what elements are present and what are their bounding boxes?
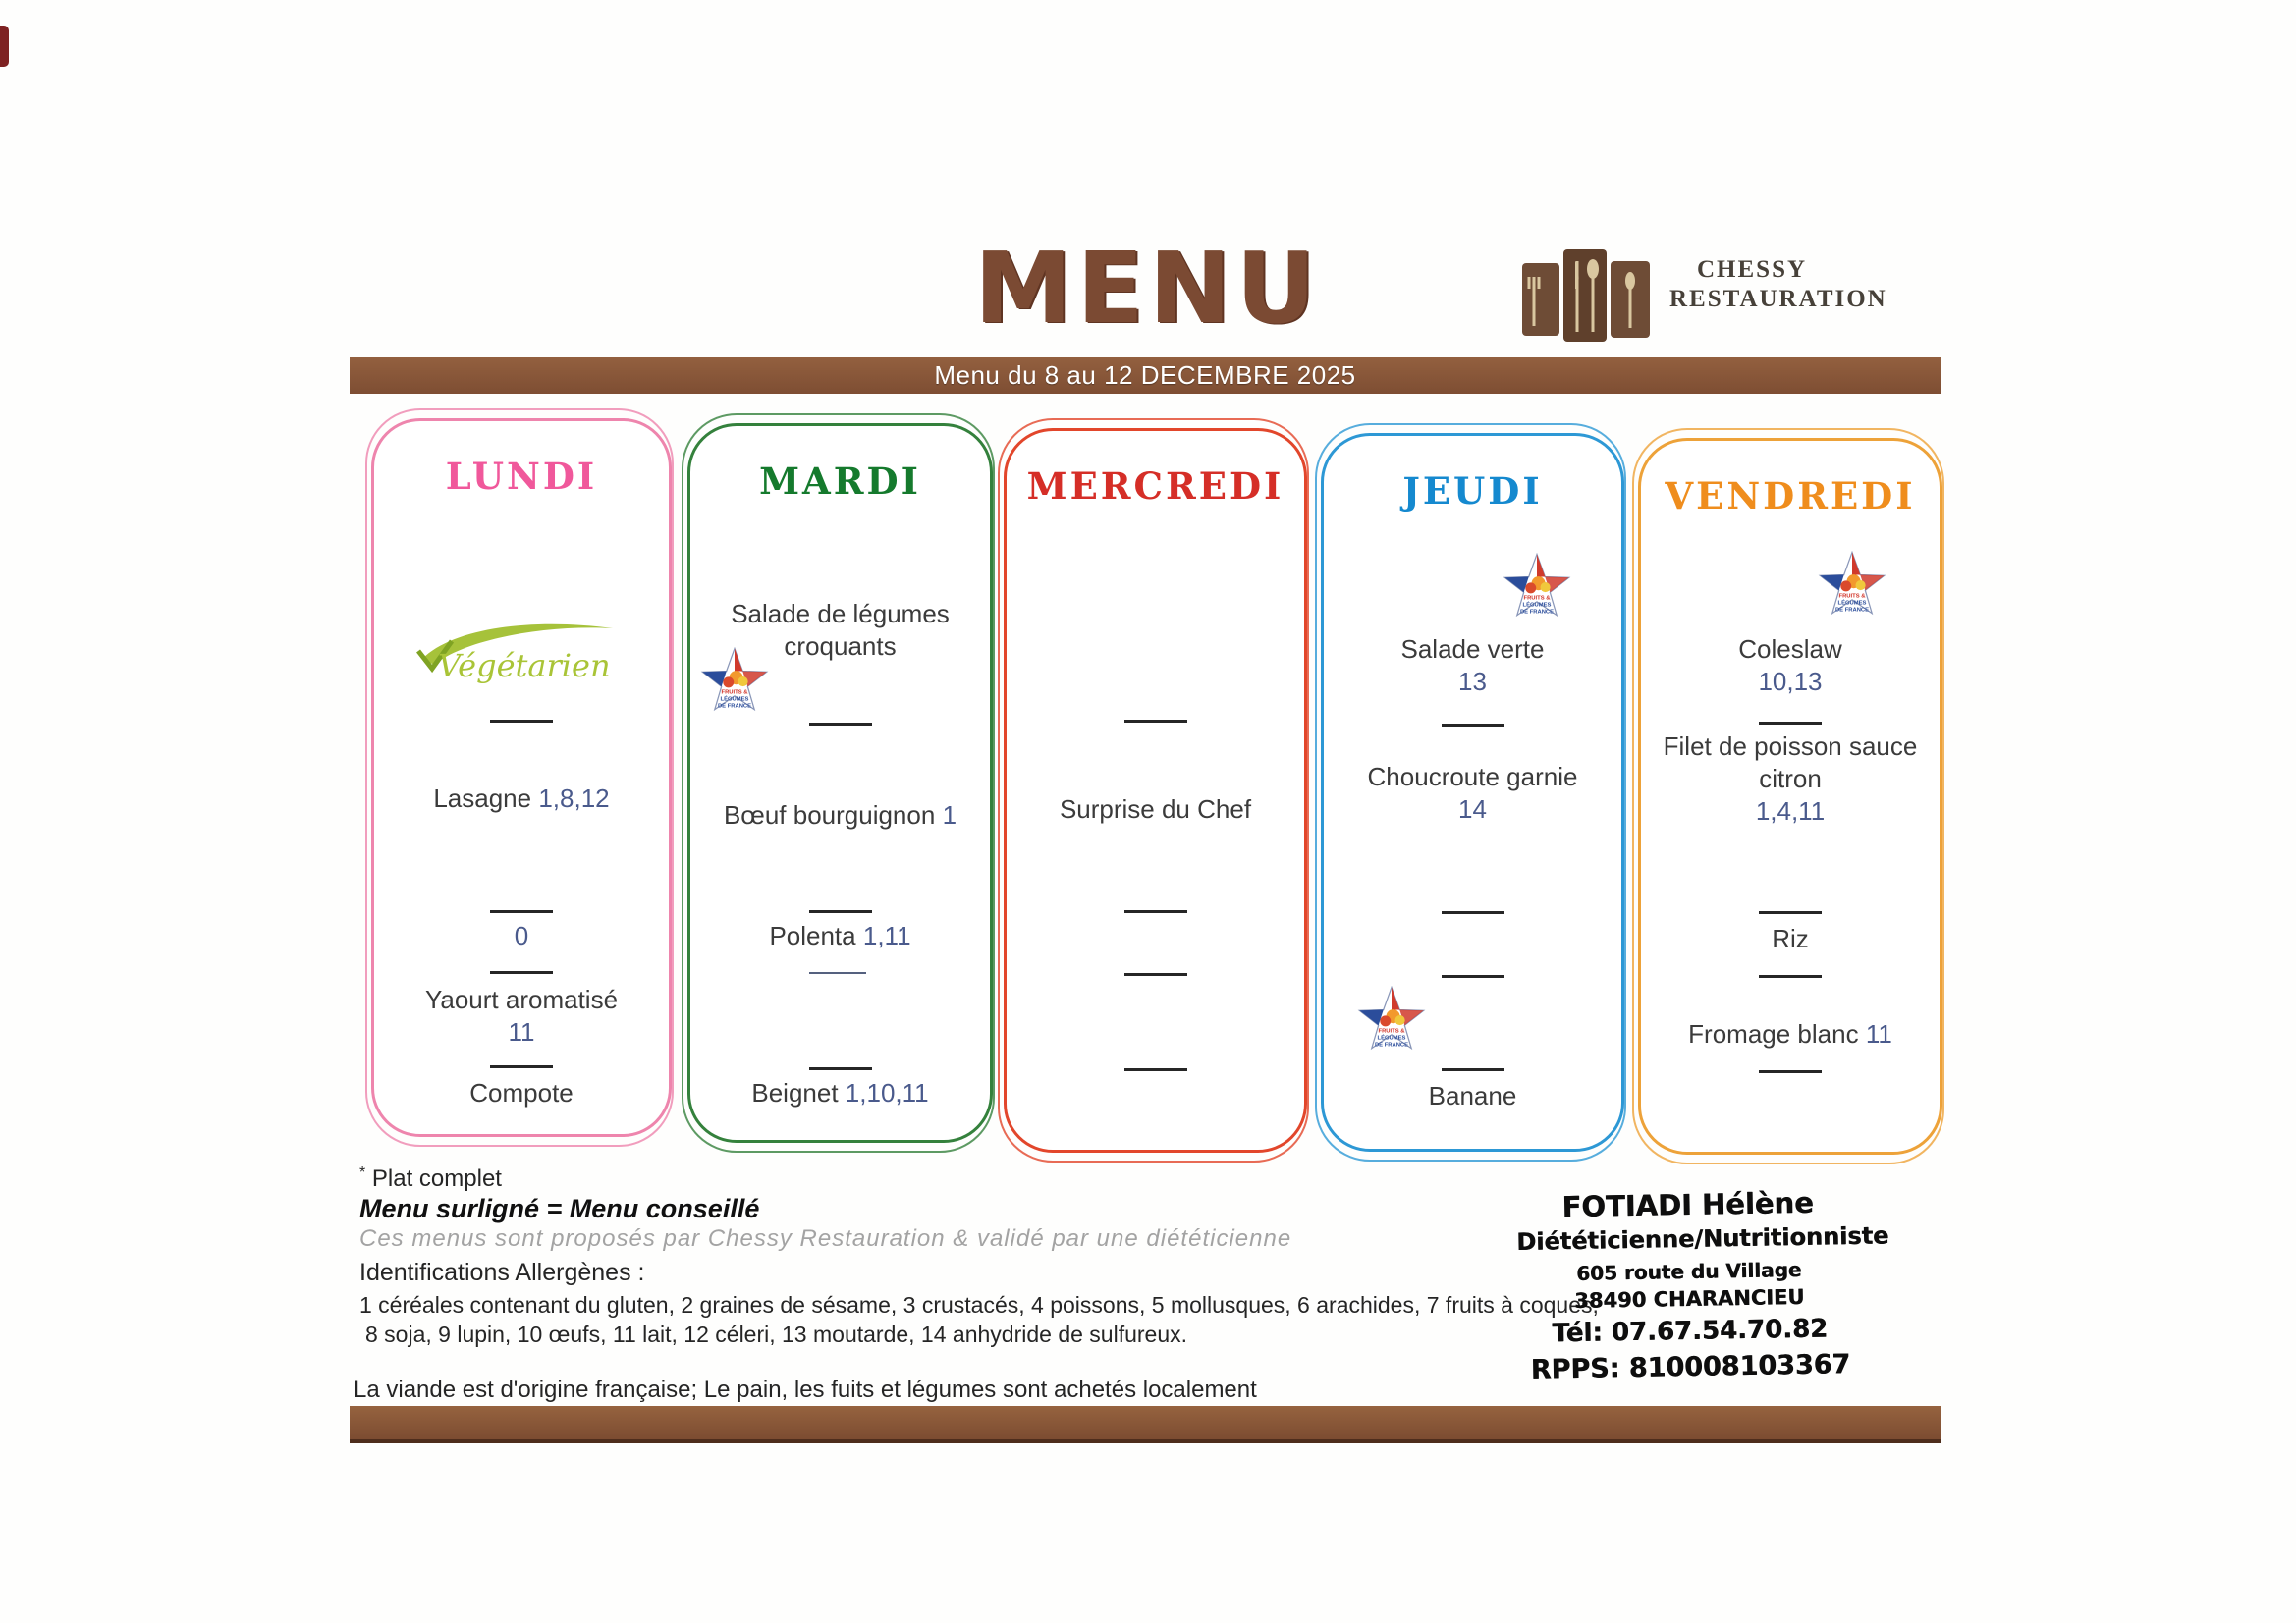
menu-item-label: Salade de légumes croquants bbox=[731, 599, 950, 661]
day-card-mercredi bbox=[1004, 428, 1307, 1153]
svg-text:LÉGUMES: LÉGUMES bbox=[1837, 600, 1867, 607]
divider bbox=[490, 971, 553, 974]
divider bbox=[809, 972, 866, 974]
menu-item bbox=[1641, 633, 1940, 698]
allergen-numbers: 1 bbox=[942, 800, 957, 830]
divider bbox=[490, 1065, 553, 1068]
divider bbox=[1759, 1070, 1822, 1073]
allergen-numbers: 14 bbox=[1458, 794, 1487, 824]
menu-item bbox=[374, 984, 669, 1049]
divider bbox=[490, 910, 553, 913]
brand-name-line1: CHESSY bbox=[1697, 256, 1808, 283]
divider bbox=[1124, 720, 1187, 723]
origin-note: La viande est d'origine française; Le pain, les fuits et légumes sont achetés localement bbox=[354, 1377, 1257, 1403]
menu-item-label: Polenta bbox=[769, 921, 856, 950]
allergen-numbers: 1,4,11 bbox=[1755, 796, 1826, 826]
menu-item-label: Lasagne bbox=[433, 784, 532, 813]
dietitian-stamp bbox=[1515, 1185, 1889, 1385]
menu-item-label: Choucroute garnie bbox=[1367, 762, 1578, 791]
page-title: MENU bbox=[974, 231, 1321, 346]
divider bbox=[809, 1067, 872, 1070]
menu-item-label: Filet de poisson sauce citron bbox=[1663, 731, 1918, 793]
bottom-bar bbox=[350, 1406, 1941, 1443]
fruits-legumes-de-france-logo bbox=[1499, 553, 1575, 629]
day-header: MERCREDI bbox=[1026, 464, 1285, 508]
menu-item bbox=[690, 920, 990, 952]
allergen-list-line2: 8 soja, 9 lupin, 10 œufs, 11 lait, 12 céleri, 13 moutarde, 14 anhydride de sulfureux. bbox=[365, 1322, 1188, 1347]
day-card-vendredi bbox=[1638, 438, 1942, 1155]
menu-item-label: Compote bbox=[469, 1078, 574, 1108]
day-card-mardi bbox=[687, 423, 993, 1143]
svg-text:FRUITS &: FRUITS & bbox=[1378, 1028, 1405, 1035]
menu-item-label: Riz bbox=[1772, 924, 1809, 953]
vegetarian-logo bbox=[374, 616, 669, 689]
divider bbox=[1442, 975, 1504, 978]
allergen-list-line1: 1 céréales contenant du gluten, 2 graines de sésame, 3 crustacés, 4 poissons, 5 mollusques, 6 arachides, 7 fruits à coques, bbox=[359, 1292, 1599, 1318]
day-header: JEUDI bbox=[1402, 469, 1543, 513]
menu-item bbox=[1007, 793, 1304, 826]
divider bbox=[1442, 724, 1504, 727]
divider bbox=[1442, 911, 1504, 914]
divider bbox=[1124, 1068, 1187, 1071]
day-header: MARDI bbox=[759, 460, 921, 503]
svg-text:DE FRANCE: DE FRANCE bbox=[1834, 607, 1870, 614]
allergen-numbers: 1,10,11 bbox=[845, 1078, 929, 1108]
menu-item bbox=[1324, 1080, 1621, 1112]
allergen-numbers: 13 bbox=[1458, 667, 1487, 696]
day-header: VENDREDI bbox=[1665, 474, 1916, 517]
divider bbox=[1124, 973, 1187, 976]
menu-item bbox=[374, 783, 669, 815]
menu-item-label: Banane bbox=[1428, 1081, 1517, 1110]
day-header: LUNDI bbox=[445, 455, 598, 498]
svg-text:LÉGUMES: LÉGUMES bbox=[1377, 1035, 1406, 1042]
allergen-numbers: 1,11 bbox=[862, 921, 911, 950]
allergen-numbers: 1,8,12 bbox=[538, 784, 610, 813]
menu-item-label: Salade verte bbox=[1400, 634, 1545, 664]
menu-item-label: Beignet bbox=[751, 1078, 839, 1108]
menu-item bbox=[1641, 923, 1940, 955]
svg-text:FRUITS &: FRUITS & bbox=[1523, 595, 1551, 602]
menu-item bbox=[374, 920, 669, 952]
allergen-numbers: 11 bbox=[508, 1017, 535, 1047]
fruits-legumes-de-france-logo bbox=[1814, 551, 1890, 627]
stamp-rpps: RPPS: 810008103367 bbox=[1530, 1349, 1851, 1385]
stamp-address-line1: 605 route du Village bbox=[1575, 1258, 1802, 1286]
divider bbox=[809, 910, 872, 913]
allergen-numbers: 0 bbox=[514, 921, 529, 950]
menu-item bbox=[1641, 730, 1940, 828]
svg-text:DE FRANCE: DE FRANCE bbox=[717, 703, 752, 710]
asterisk: * bbox=[359, 1164, 366, 1181]
svg-text:DE FRANCE: DE FRANCE bbox=[1374, 1042, 1409, 1049]
footnote-menu-conseille: Menu surligné = Menu conseillé bbox=[359, 1194, 760, 1223]
menu-item bbox=[1324, 761, 1621, 826]
footnote-plat-complet: * Plat complet bbox=[359, 1164, 502, 1192]
divider bbox=[1759, 911, 1822, 914]
svg-text:FRUITS &: FRUITS & bbox=[1838, 593, 1866, 600]
menu-item bbox=[690, 1077, 990, 1109]
menu-item-label: Bœuf bourguignon bbox=[723, 800, 936, 830]
divider bbox=[809, 723, 872, 726]
chessy-restauration-logo-icon bbox=[1520, 245, 1666, 351]
menu-item-label: Fromage blanc bbox=[1688, 1019, 1859, 1049]
day-card-jeudi bbox=[1321, 433, 1624, 1152]
footnote-proposes: Ces menus sont proposés par Chessy Restauration & validé par une diététicienne bbox=[359, 1225, 1292, 1252]
svg-text:LÉGUMES: LÉGUMES bbox=[720, 696, 749, 703]
vegetarian-label: Végétarien bbox=[438, 647, 611, 684]
svg-text:DE FRANCE: DE FRANCE bbox=[1519, 609, 1555, 616]
divider bbox=[1759, 975, 1822, 978]
stamp-role: Diététicienne/Nutritionniste bbox=[1515, 1221, 1889, 1257]
scan-artifact-mark bbox=[0, 26, 9, 67]
fruits-legumes-de-france-logo bbox=[696, 647, 773, 724]
allergen-numbers: 10,13 bbox=[1758, 667, 1823, 696]
stamp-name: FOTIADI Hélène bbox=[1561, 1185, 1815, 1224]
stamp-address-line2: 38490 CHARANCIEU bbox=[1573, 1284, 1805, 1314]
divider bbox=[1759, 722, 1822, 725]
day-card-lundi bbox=[371, 418, 672, 1137]
brand-name bbox=[1669, 255, 1887, 314]
divider bbox=[490, 720, 553, 723]
menu-item bbox=[1641, 1018, 1940, 1051]
menu-item bbox=[374, 1077, 669, 1109]
allergen-heading: Identifications Allergènes : bbox=[359, 1259, 645, 1286]
week-banner: Menu du 8 au 12 DECEMBRE 2025 bbox=[350, 357, 1941, 394]
menu-item bbox=[690, 799, 990, 832]
menu-item-label: Yaourt aromatisé bbox=[424, 985, 619, 1014]
svg-text:LÉGUMES: LÉGUMES bbox=[1522, 602, 1552, 609]
fruits-legumes-de-france-logo bbox=[1353, 986, 1430, 1062]
brand-name-line2: RESTAURATION bbox=[1669, 286, 1887, 312]
menu-item-label: Surprise du Chef bbox=[1059, 794, 1252, 824]
allergen-numbers: 11 bbox=[1865, 1019, 1892, 1049]
svg-text:FRUITS &: FRUITS & bbox=[721, 689, 748, 696]
stamp-phone: Tél: 07.67.54.70.82 bbox=[1552, 1314, 1829, 1349]
divider bbox=[1124, 910, 1187, 913]
menu-item bbox=[1324, 633, 1621, 698]
divider bbox=[1442, 1068, 1504, 1071]
menu-item-label: Coleslaw bbox=[1738, 634, 1842, 664]
